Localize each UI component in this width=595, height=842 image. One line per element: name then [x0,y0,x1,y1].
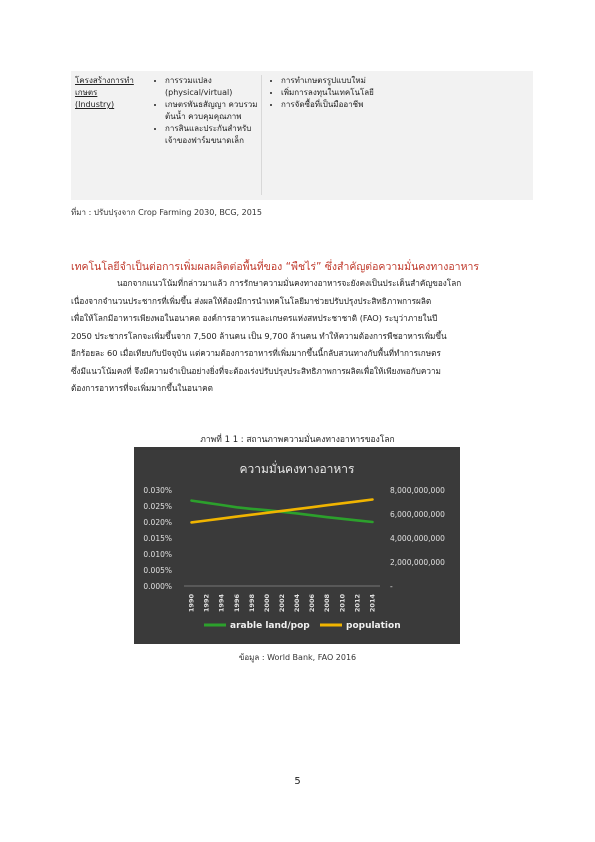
y-right-tick: 6,000,000,000 [390,510,445,519]
y-left-tick: 0.015% [143,534,172,543]
x-tick: 1994 [217,594,226,613]
figure-source: ข้อมูล : World Bank, FAO 2016 [238,653,357,662]
legend-label: population [346,621,401,631]
paragraph-line: เพื่อให้โลกมีอาหารเพียงพอในอนาคต องค์การอาหารและเกษตรแห่งสหประชาชาติ (FAO) ระบุว่าภายในปี [71,313,438,323]
x-tick: 1990 [187,594,196,613]
y-right-tick: 8,000,000,000 [390,486,445,495]
paragraph-line: นอกจากแนวโน้มที่กล่าวมาแล้ว การรักษาความมั่นคงทางอาหารจะยังคงเป็นประเด็นสำคัญของโลก [117,278,462,288]
table-col-measures [151,75,262,195]
x-tick: 2000 [262,594,271,613]
x-tick: 2004 [293,594,302,613]
paragraph-line: 2050 ประชากรโลกจะเพิ่มขึ้นจาก 7,500 ล้านคน เป็น 9,700 ล้านคน ทำให้ความต้องการพืชอาหารเพิ่มขึ้น [71,330,447,341]
y-right-tick: 2,000,000,000 [390,558,445,567]
y-left-tick: 0.025% [143,502,172,511]
x-tick: 2012 [353,594,362,613]
y-right-tick: 4,000,000,000 [390,534,445,543]
structure-table [71,71,533,200]
measure-list [151,75,261,147]
paragraph-line: ต้องการอาหารที่จะเพิ่มมากขึ้นในอนาคต [71,383,213,393]
paragraph-line: ซึ่งมีแนวโน้มคงที่ จึงมีความจำเป็นอย่างยิ่งที่จะต้องเร่งปรับปรุงประสิทธิภาพการผลิตเพื่อให้เพียงพอกับความ [71,365,441,376]
x-tick: 2006 [308,594,317,613]
y-left-tick: 0.020% [143,518,172,527]
y-left-tick: 0.005% [143,566,172,575]
table-col-outcomes [267,75,397,111]
table-source: ที่มา : ปรับปรุงจาก Crop Farming 2030, BCG, 2015 [71,208,262,217]
x-tick: 1998 [247,594,256,613]
measure-item: • การรวมแปลง (physical/virtual) [165,75,261,99]
chart-title: ความมั่นคงทางอาหาร [239,462,355,476]
figure-caption: ภาพที่ 1 1 : สถานภาพความมั่นคงทางอาหารของโลก [200,435,395,445]
legend-label: arable land/pop [230,621,310,631]
row-header-text: โครงสร้างการทำเกษตร (Industry) [75,76,134,109]
section-heading: เทคโนโลยีจำเป็นต่อการเพิ่มผลผลิตต่อพื้นที่ของ “พืชไร่” ซึ่งสำคัญต่อความมั่นคงทางอาหาร [71,261,480,273]
measure-item: • เกษตรพันธสัญญา ควบรวมต้นน้ำ ควบคุมคุณภาพ [165,99,261,123]
outcome-list [267,75,397,111]
body-paragraph [71,275,527,398]
x-tick: 2002 [278,594,286,613]
outcome-item: • การจัดซื้อที่เป็นมืออาชีพ [281,99,397,111]
outcome-item: • การทำเกษตรรูปแบบใหม่ [281,75,397,87]
y-left-tick: 0.010% [143,550,172,559]
paragraph-line: เนื่องจากจำนวนประชากรที่เพิ่มขึ้น ส่งผลให้ต้องมีการนำเทคโนโลยีมาช่วยปรับปรุงประสิทธิภาพการผลิต [71,295,432,306]
x-tick: 2010 [338,594,347,613]
food-security-chart [134,447,460,644]
x-tick: 1992 [202,594,211,613]
y-left-tick: 0.000% [143,582,172,591]
x-tick: 1996 [232,594,241,613]
measure-item: • การสินและประกันสำหรับเจ้าของฟาร์มขนาดเล็ก [165,123,261,147]
table-row-header [75,75,145,111]
outcome-item: • เพิ่มการลงทุนในเทคโนโลยี [281,87,397,99]
page-number: 5 [294,776,301,787]
y-left-tick: 0.030% [143,486,172,495]
x-tick: 2008 [323,594,332,613]
paragraph-line: อีกร้อยละ 60 เมื่อเทียบกับปัจจุบัน แต่ความต้องการอาหารที่เพิ่มมากขึ้นนี้กลับสวนทางกับพื้นที่ทำการเกษตร [71,348,441,358]
chart-svg [134,447,460,644]
y-right-tick: - [390,582,393,591]
x-tick: 2014 [368,594,377,613]
